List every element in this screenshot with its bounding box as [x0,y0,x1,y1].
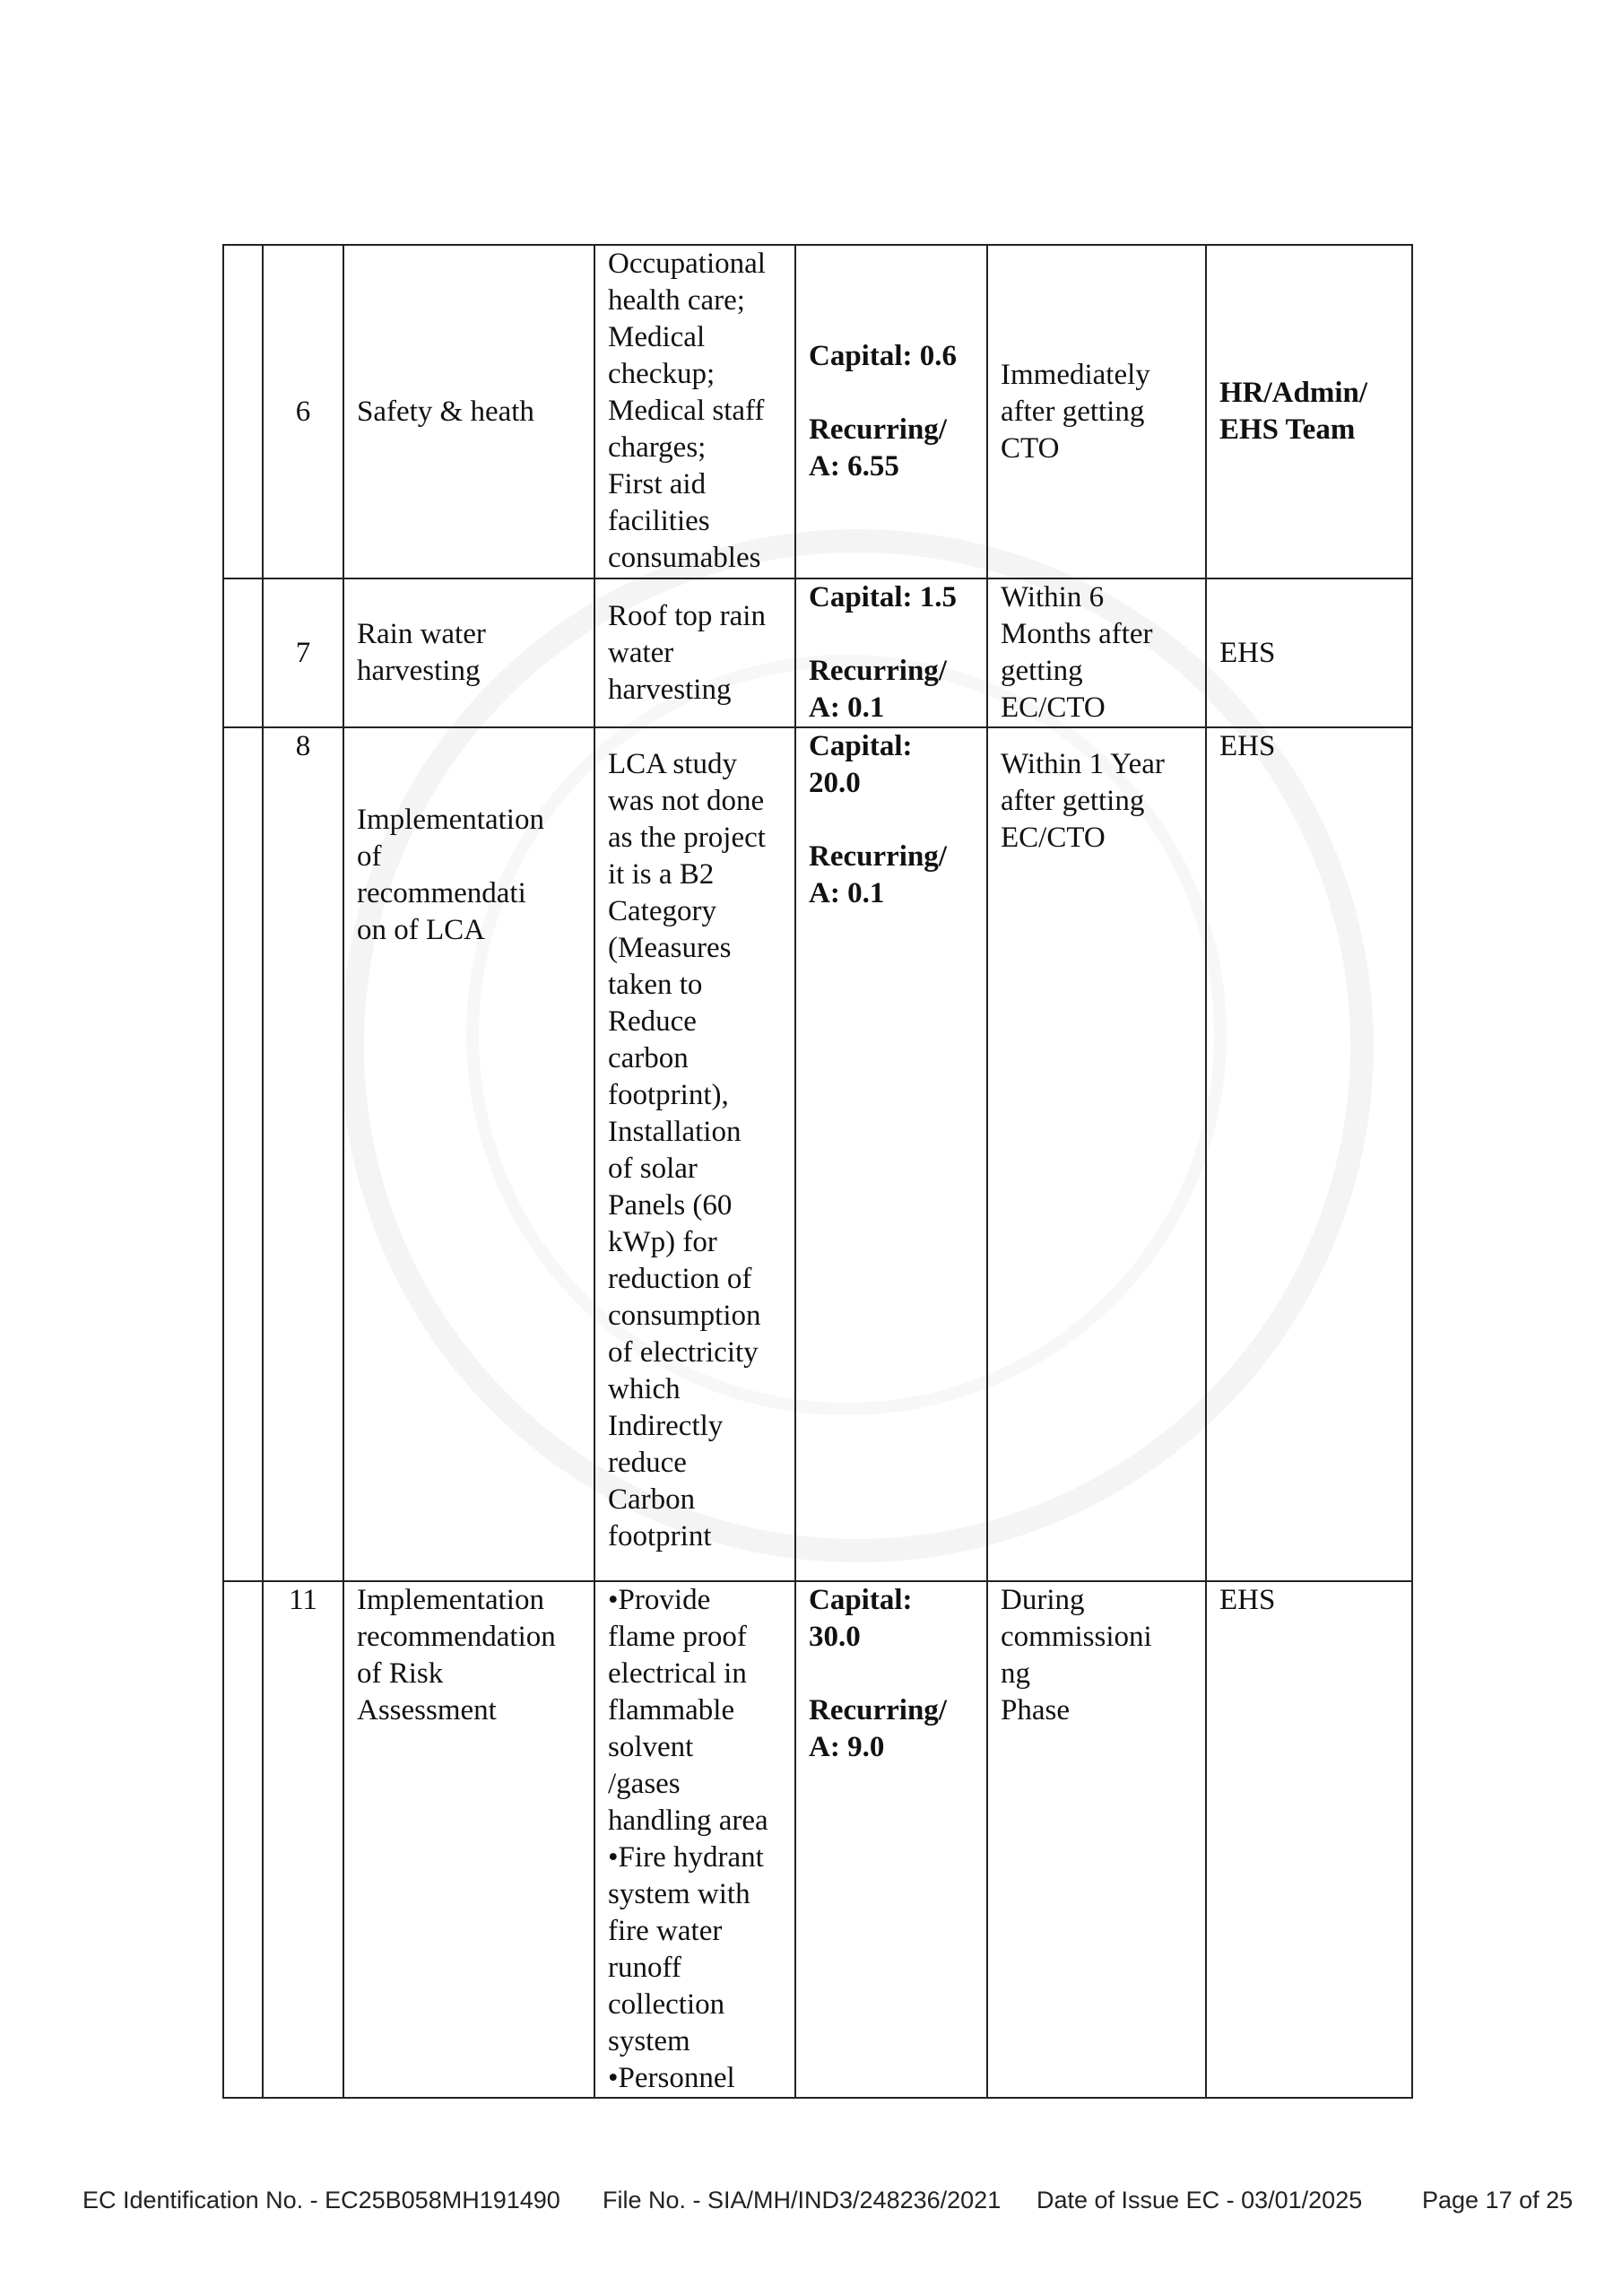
serial-number-cell: 11 [263,1581,343,2098]
gutter-cell [223,245,263,578]
timeline-cell [987,245,1206,578]
measure-line: system [608,2025,690,2057]
measure-line: Medical staff [608,395,765,427]
component-cell [343,1581,594,2098]
component-text: Safety & heath [357,395,534,428]
recurring-cost-value: A: 0.1 [809,877,885,909]
component-cell [343,245,594,578]
table-row [223,727,1412,1581]
measure-line: LCA study [608,748,737,780]
date-of-issue: Date of Issue EC - 03/01/2025 [1037,2187,1363,2213]
measure-line: •Fire hydrant [608,1841,764,1874]
measure-line: Category [608,895,716,927]
measure-line: First aid [608,468,707,500]
environment-management-plan-table [222,244,1413,2099]
recurring-cost-value: A: 0.1 [809,691,885,724]
component-line: of [357,840,382,873]
responsibility-cell [1206,1581,1412,2098]
page-number: Page 17 of 25 [1422,2187,1574,2213]
timeline-line: CTO [1001,431,1060,465]
component-line: Implementation [357,804,544,836]
responsibility-line: EHS Team [1219,413,1356,446]
responsibility-line: EHS [1219,636,1276,669]
responsibility-cell [1206,727,1412,1581]
responsibility-cell [1206,578,1412,727]
timeline-line: During [1001,1584,1085,1616]
responsibility-cell [1206,245,1412,578]
measure-line: reduction of [608,1263,752,1295]
measure-line: (Measures [608,932,732,964]
timeline-line: EC/CTO [1001,822,1106,854]
measure-line: footprint [608,1520,712,1552]
measure-line: flammable [608,1694,735,1726]
measure-line: Roof top rain [608,599,766,632]
cost-cell [795,1581,987,2098]
component-line: on of LCA [357,914,485,946]
measure-line: kWp) for [608,1226,717,1258]
ec-identification-number: EC Identification No. - EC25B058MH191490 [82,2187,560,2213]
measure-line: Installation [608,1116,742,1148]
measure-line: facilities [608,505,710,537]
measure-line: •Provide [608,1584,711,1616]
table-row [223,1581,1412,2098]
timeline-line: commissioni [1001,1621,1152,1653]
measure-line: system with [608,1878,750,1910]
timeline-line: Phase [1001,1694,1070,1726]
capital-cost-value: 20.0 [809,767,861,799]
timeline-cell [987,1581,1206,2098]
responsibility-line: EHS [1219,730,1276,762]
timeline-line: after getting [1001,785,1145,817]
recurring-cost-label: Recurring/ [809,1694,947,1726]
component-line: harvesting [357,655,481,687]
recurring-cost-label: Recurring/ [809,655,947,687]
measure-line: Occupational [608,248,766,280]
timeline-line: after getting [1001,395,1145,428]
component-line: recommendation [357,1621,556,1653]
serial-number-cell: 7 [263,578,343,727]
measure-line: was not done [608,785,765,817]
recurring-cost-label: Recurring/ [809,413,947,446]
gutter-cell [223,578,263,727]
measure-line: of electricity [608,1336,759,1369]
measure-line: health care; [608,284,745,317]
serial-number-cell: 6 [263,245,343,578]
component-cell [343,727,594,1581]
measure-line: carbon [608,1042,689,1074]
recurring-cost-value: A: 9.0 [809,1731,885,1763]
measure-line: /gases [608,1768,681,1800]
component-line: Implementation [357,1584,544,1616]
capital-cost: Capital: 0.6 [809,340,957,372]
measure-line: it is a B2 [608,858,715,891]
measure-line: •Personnel [608,2062,735,2094]
timeline-line: Months after [1001,618,1153,650]
recurring-cost-value: A: 6.55 [809,450,899,483]
component-line: of Risk [357,1657,444,1690]
measures-cell [594,1581,795,2098]
recurring-cost-label: Recurring/ [809,840,947,873]
gutter-cell [223,727,263,1581]
measure-line: consumption [608,1300,761,1332]
measure-line: checkup; [608,358,716,390]
responsibility-line: EHS [1219,1584,1276,1616]
measure-line: harvesting [608,673,732,706]
measure-line: consumables [608,542,761,574]
capital-cost-label: Capital: [809,1584,913,1616]
measure-line: charges; [608,431,707,464]
table-row [223,245,1412,578]
cost-cell [795,727,987,1581]
capital-cost: Capital: 1.5 [809,581,957,613]
measures-cell [594,727,795,1581]
component-line: recommendati [357,877,526,909]
measure-line: which [608,1373,681,1405]
measure-line: water [608,636,674,669]
serial-number-cell: 8 [263,727,343,1581]
measure-line: Indirectly [608,1410,724,1442]
measure-line: runoff [608,1952,681,1984]
measures-cell [594,245,795,578]
capital-cost-label: Capital: [809,730,913,762]
component-line: Assessment [357,1694,497,1726]
timeline-line: Within 6 [1001,581,1105,613]
component-cell [343,578,594,727]
table-row [223,578,1412,727]
cost-cell [795,578,987,727]
measure-line: solvent [608,1731,694,1763]
measure-line: fire water [608,1915,723,1947]
measure-line: electrical in [608,1657,747,1690]
timeline-line: Within 1 Year [1001,748,1165,780]
timeline-line: getting [1001,655,1083,687]
measure-line: Panels (60 [608,1189,733,1222]
measure-line: flame proof [608,1621,747,1653]
measure-line: handling area [608,1805,768,1837]
measure-line: collection [608,1988,725,2021]
timeline-line: ng [1001,1657,1030,1690]
measure-line: taken to [608,969,703,1001]
responsibility-line: HR/Admin/ [1219,377,1368,409]
measure-line: Reduce [608,1005,697,1038]
measure-line: footprint), [608,1079,729,1111]
measures-cell [594,578,795,727]
timeline-line: EC/CTO [1001,691,1106,724]
timeline-cell [987,727,1206,1581]
measure-line: as the project [608,822,766,854]
timeline-line: Immediately [1001,358,1150,391]
capital-cost-value: 30.0 [809,1621,861,1653]
measure-line: Carbon [608,1483,696,1516]
measure-line: of solar [608,1152,698,1185]
file-number: File No. - SIA/MH/IND3/248236/2021 [603,2187,1002,2213]
cost-cell [795,245,987,578]
component-line: Rain water [357,618,486,650]
measure-line: reduce [608,1447,687,1479]
measure-line: Medical [608,321,706,353]
gutter-cell [223,1581,263,2098]
timeline-cell [987,578,1206,727]
